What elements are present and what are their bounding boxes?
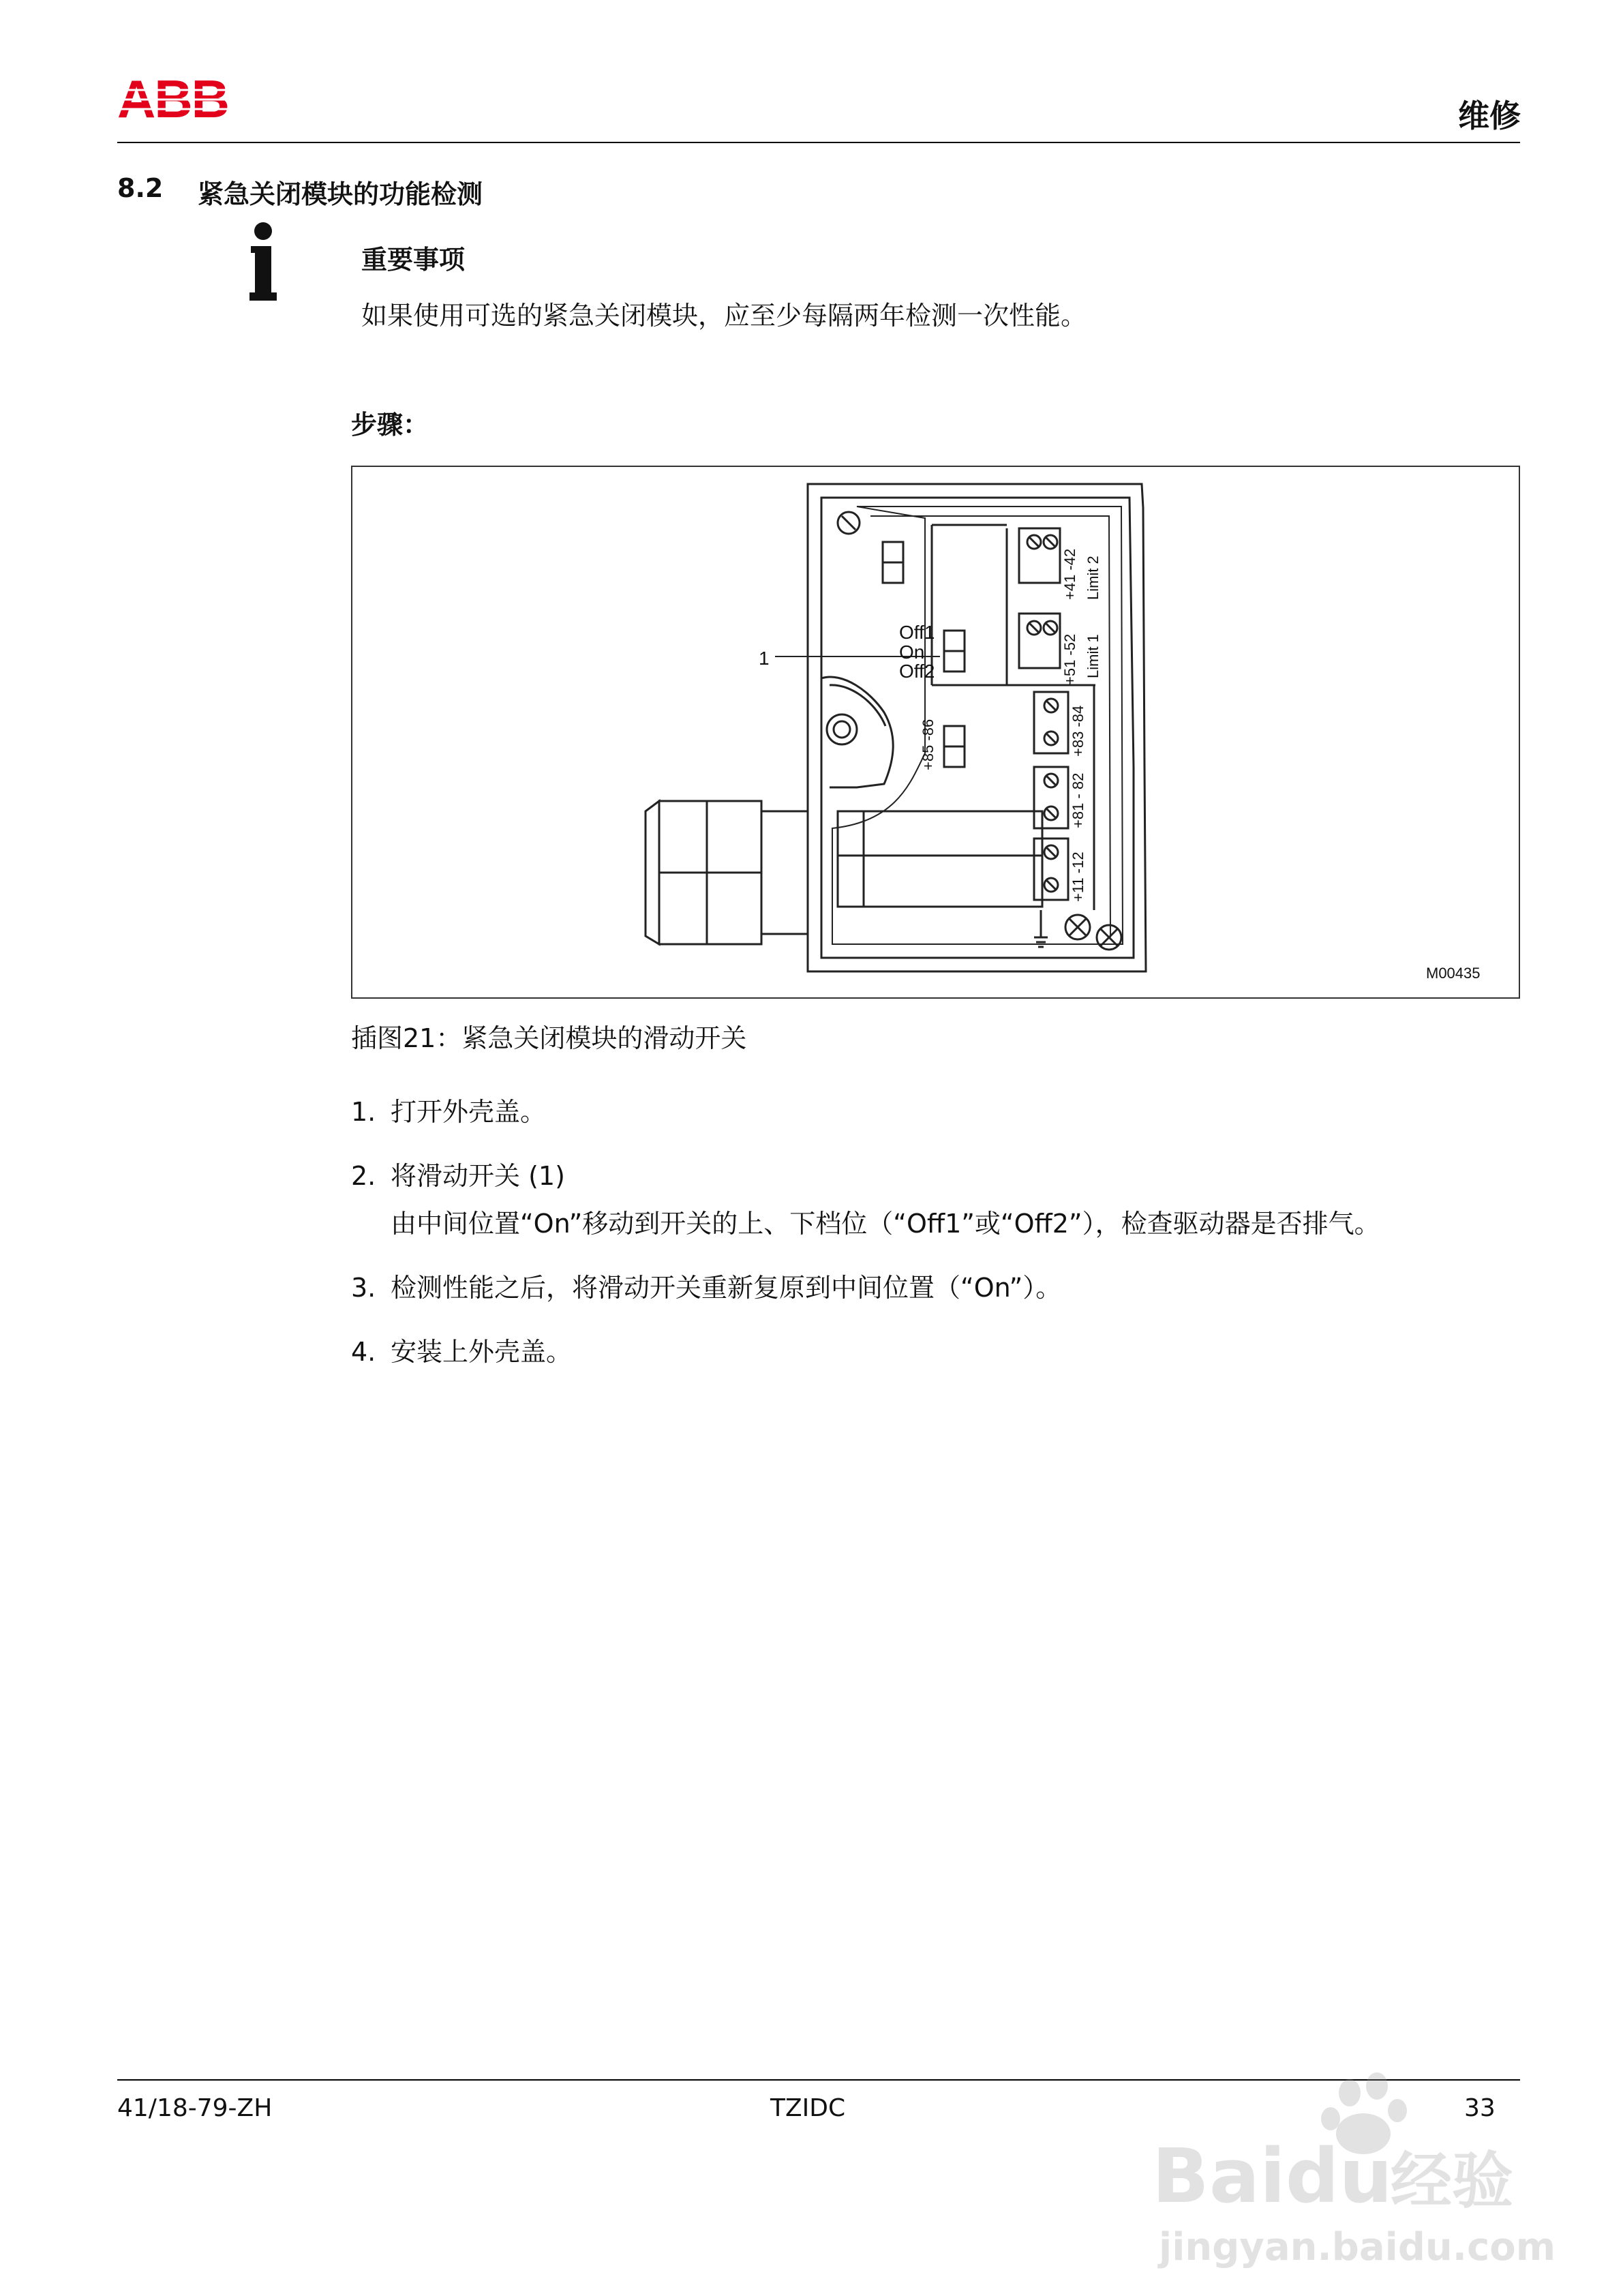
step-text: 检测性能之后，将滑动开关重新复原到中间位置（“On”）。: [391, 1273, 1062, 1303]
switch-label-off2: Off2: [899, 661, 935, 682]
terminal-label-83-84: +83 -84: [1070, 705, 1087, 757]
limit-label-1: Limit 1: [1084, 634, 1102, 678]
switch-label-off1: Off1: [899, 622, 935, 643]
terminal-label-41-42: +41 -42: [1061, 548, 1078, 600]
note-title: 重要事项: [361, 245, 466, 275]
figure-code: M00435: [1426, 965, 1481, 982]
step-text: 将滑动开关 (1): [391, 1161, 565, 1191]
step-number: 4.: [351, 1337, 376, 1367]
step-number: 1.: [351, 1097, 376, 1127]
watermark-label: 经验: [1391, 2145, 1513, 2217]
terminal-label-81-82: +81 - 82: [1070, 772, 1087, 828]
terminal-label-51-52: +51 -52: [1061, 633, 1078, 685]
section-number: 8.2: [117, 173, 164, 203]
step-text: 打开外壳盖。: [391, 1097, 547, 1127]
info-icon: [247, 222, 279, 303]
step-number: 3.: [351, 1273, 376, 1303]
steps-label: 步骤：: [351, 410, 429, 440]
abb-logo: [117, 76, 240, 123]
watermark-url: jingyan.baidu.com: [1159, 2225, 1556, 2269]
baidu-watermark: [1152, 2066, 1561, 2277]
header-rule: [117, 142, 1520, 143]
page-number: 33: [1464, 2094, 1496, 2122]
switch-label-on: On: [899, 641, 925, 663]
footer-doc-id: 41/18-79-ZH: [117, 2094, 273, 2122]
watermark-brand: Baidu: [1152, 2132, 1393, 2220]
step-1: [351, 1091, 546, 1128]
limit-label-2: Limit 2: [1084, 556, 1102, 600]
step-2-detail: 由中间位置“On”移动到开关的上、下档位（“Off1”或“Off2”），检查驱动器是否排气。: [391, 1209, 1380, 1239]
note-text: 如果使用可选的紧急关闭模块，应至少每隔两年检测一次性能。: [361, 301, 1087, 331]
slide-switch-diagram: [352, 467, 1519, 997]
terminal-label-85-86: +85 -86: [920, 719, 937, 770]
footer-product: TZIDC: [770, 2094, 846, 2122]
section-header: 维修: [1458, 97, 1521, 134]
figure-caption: 插图21：紧急关闭模块的滑动开关: [351, 1023, 747, 1053]
callout-number: 1: [759, 648, 770, 669]
step-number: 2.: [351, 1161, 376, 1191]
step-4: [351, 1331, 572, 1368]
section-title: 紧急关闭模块的功能检测: [198, 179, 483, 209]
step-text: 安装上外壳盖。: [391, 1337, 573, 1367]
step-3: [351, 1267, 1061, 1304]
terminal-label-11-12: +11 -12: [1070, 851, 1087, 902]
abb-logo-text: ABB: [117, 76, 228, 123]
step-2: [351, 1155, 565, 1192]
